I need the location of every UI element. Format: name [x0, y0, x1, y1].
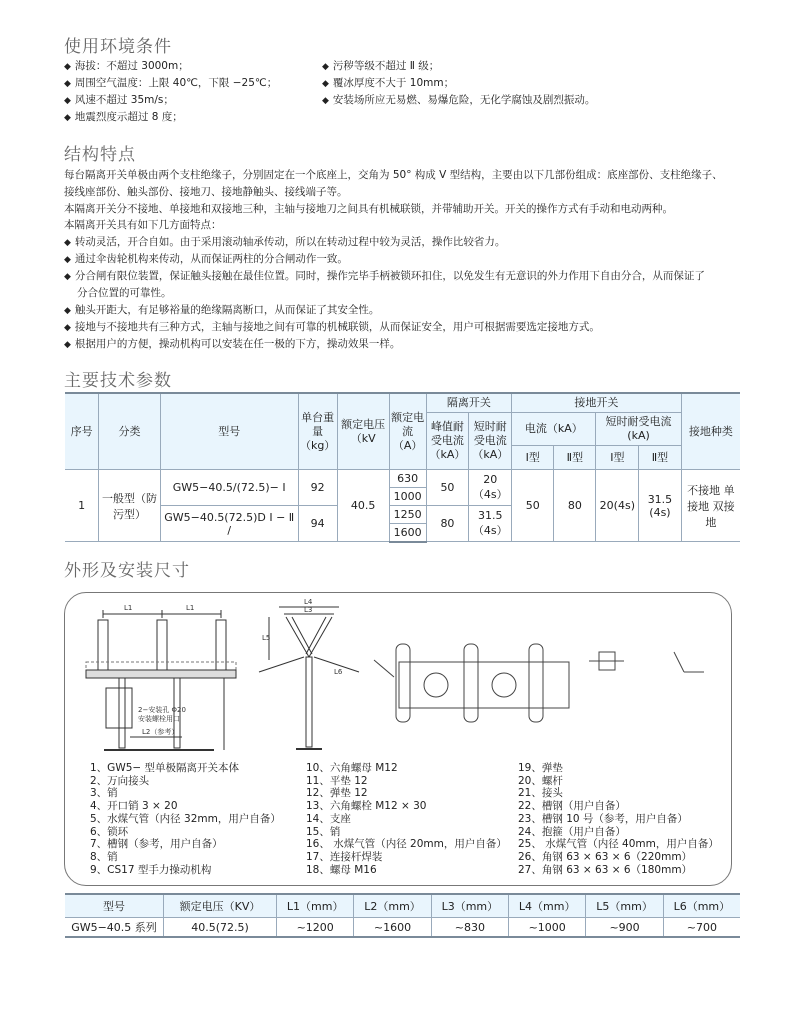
dim-cell: ~1200 [277, 918, 354, 938]
part-item: 9、CS17 型手力操动机构 [90, 863, 212, 876]
dim-th: L6（mm） [663, 894, 740, 918]
part-item: 18、螺母 M16 [306, 863, 377, 876]
th-type1: Ⅰ型 [512, 446, 554, 470]
cell-model1: GW5−40.5/(72.5)− Ⅰ [160, 470, 298, 506]
th-current: 额定电流（A） [389, 393, 426, 470]
th-earth: 接地开关 [512, 393, 681, 413]
part-item: 25、 水煤气管（内径 40mm，用户自备） [518, 838, 719, 851]
cell-peak2: 80 [426, 506, 469, 542]
th-type2b: Ⅱ型 [639, 446, 681, 470]
cell-weight1: 92 [298, 470, 337, 506]
th-weight: 单台重量（kg） [298, 393, 337, 470]
th-model: 型号 [160, 393, 298, 470]
cell-es2: 31.5 (4s) [639, 470, 681, 542]
dim-cell: ~900 [586, 918, 663, 938]
spec-title: 主要技术参数 [64, 371, 172, 391]
th-isolator: 隔离开关 [426, 393, 512, 413]
part-item: 21、接头 [518, 787, 563, 800]
th-earth-short: 短时耐受电流 (kA) [596, 413, 681, 446]
label-l3: L3 [304, 606, 313, 614]
part-item: 11、平垫 12 [306, 774, 368, 787]
env-item: ◆ 海拔：不超过 3000m； [64, 58, 189, 76]
label-l1b: L1 [186, 604, 195, 612]
th-type2: Ⅱ型 [554, 446, 596, 470]
th-type1b: Ⅰ型 [596, 446, 639, 470]
spec-table [65, 392, 740, 543]
part-item: 20、螺杆 [518, 774, 563, 787]
structure-title: 结构特点 [64, 145, 136, 165]
cell-model2: GW5−40.5(72.5)D Ⅰ − Ⅱ / [160, 506, 298, 542]
cell-category: 一般型（防污型） [99, 470, 161, 542]
cell-current: 630 [389, 470, 426, 488]
cell-earth-kind: 不接地 单接地 双接地 [681, 470, 740, 542]
dims-title: 外形及安装尺寸 [64, 561, 190, 581]
cell-peak1: 50 [426, 470, 469, 506]
cell-short2: 31.5（4s） [469, 506, 512, 542]
dim-cell: GW5−40.5 系列 [65, 918, 164, 938]
label-bolt: 安装螺栓用口 [138, 715, 180, 723]
dim-th: L5（mm） [586, 894, 663, 918]
feature-item: ◆ 通过伞齿轮机构来传动，从而保证两柱的分合闸动作一致。 [64, 251, 348, 269]
dim-cell: ~1600 [354, 918, 431, 938]
parts-list-col1 [90, 762, 281, 876]
parts-list-col3 [518, 762, 719, 876]
dim-cell: ~700 [663, 918, 740, 938]
structure-para: 本隔离开关具有如下几方面特点： [64, 219, 222, 231]
cell-short1: 20（4s） [469, 470, 512, 506]
parts-list-col2 [306, 762, 507, 876]
dim-th: L2（mm） [354, 894, 431, 918]
part-item: 17、连接杆焊装 [306, 850, 383, 863]
part-item: 2、万向接头 [90, 774, 150, 787]
env-item: ◆ 安装场所应无易燃、易爆危险，无化学腐蚀及剧烈振动。 [322, 92, 595, 110]
cell-ec2: 80 [554, 470, 596, 542]
part-item: 24、抱箍（用户自备） [518, 825, 626, 838]
label-l5: L5 [262, 634, 271, 642]
part-item: 3、销 [90, 787, 118, 800]
label-l2: L2（参考） [142, 728, 179, 736]
cell-ec1: 50 [512, 470, 554, 542]
th-category: 分类 [99, 393, 161, 470]
part-item: 22、槽钢（用户自备） [518, 800, 626, 813]
part-item: 10、六角螺母 M12 [306, 762, 398, 774]
dim-cell: ~830 [431, 918, 508, 938]
part-item: 6、锁环 [90, 825, 129, 838]
feature-item: ◆ 根据用户的方便，操动机构可以安装在任一极的下方，操动效果一样。 [64, 336, 400, 354]
feature-item: ◆ 转动灵活，开合自如。由于采用滚动轴承传动，所以在转动过程中较为灵活，操作比较省力。 [64, 234, 505, 252]
cell-current: 1250 [389, 506, 426, 524]
structure-para: 本隔离开关分不接地、单接地和双接地三种，主轴与接地刀之间具有机械联锁，并带辅助开关。开关的操作方式有手动和电动两种。 [64, 203, 673, 215]
part-item: 13、六角螺栓 M12 × 30 [306, 800, 427, 813]
th-earth-kind: 接地种类 [681, 393, 740, 470]
cell-current: 1000 [389, 488, 426, 506]
part-item: 1、GW5− 型单极隔离开关本体 [90, 762, 240, 774]
cell-seq: 1 [65, 470, 99, 542]
feature-item-cont: 分合位置的可靠性。 [77, 287, 172, 299]
part-item: 8、销 [90, 850, 118, 863]
part-item: 27、角钢 63 × 63 × 6（180mm） [518, 863, 693, 876]
technical-drawing [64, 592, 730, 762]
cell-voltage: 40.5 [337, 470, 389, 542]
part-item: 12、弹垫 12 [306, 787, 368, 800]
dim-th: L1（mm） [277, 894, 354, 918]
th-earth-current: 电流（kA） [512, 413, 596, 446]
dim-th: 型号 [65, 894, 164, 918]
env-item: ◆ 地震烈度示超过 8 度； [64, 109, 183, 127]
label-l6: L6 [334, 668, 343, 676]
side-view [259, 607, 359, 749]
structure-para: 接线座部份、触头部份、接地刀、接地静触头、接线端子等。 [64, 186, 348, 198]
label-l4: L4 [304, 598, 313, 606]
part-item: 15、销 [306, 825, 341, 838]
structure-para: 每台隔离开关单极由两个支柱绝缘子，分别固定在一个底座上，交角为 50° 构成 V 型结构，主要由以下几部份组成：底座部份、支柱绝缘子、 [64, 169, 723, 181]
part-item: 19、弹垫 [518, 762, 563, 774]
top-view [374, 644, 569, 722]
part-item: 26、角钢 63 × 63 × 6（220mm） [518, 850, 693, 863]
part-item: 7、槽钢（参考，用户自备） [90, 838, 223, 851]
env-item: ◆ 覆冰厚度不大于 10mm； [322, 75, 454, 93]
dim-th: 额定电压（KV） [164, 894, 277, 918]
part-item: 5、水煤气管（内径 32mm，用户自备） [90, 812, 281, 825]
feature-item: ◆ 触头开距大，有足够裕量的绝缘隔离断口，从而保证了其安全性。 [64, 302, 379, 320]
env-title: 使用环境条件 [64, 37, 172, 57]
cell-weight2: 94 [298, 506, 337, 542]
part-item: 14、支座 [306, 812, 351, 825]
th-short: 短时耐受电流（kA） [469, 413, 512, 470]
th-voltage: 额定电压（kV [337, 393, 389, 470]
part-item: 4、开口销 3 × 20 [90, 800, 178, 813]
label-hole: 2−安装孔 Φ20 [138, 706, 186, 714]
cell-es1: 20(4s) [596, 470, 639, 542]
dim-cell: ~1000 [509, 918, 586, 938]
dim-th: L3（mm） [431, 894, 508, 918]
part-item: 23、槽钢 10 号（参考，用户自备） [518, 812, 688, 825]
env-item: ◆ 周围空气温度：上限 40℃，下限 −25℃； [64, 75, 277, 93]
th-peak: 峰值耐受电流（kA） [426, 413, 469, 470]
dim-th: L4（mm） [509, 894, 586, 918]
env-item: ◆ 污秽等级不超过 Ⅱ 级； [322, 58, 439, 76]
th-seq: 序号 [65, 393, 99, 470]
feature-item: ◆ 分合闸有限位装置，保证触头接触在最佳位置。同时，操作完毕手柄被锁环扣住，以免发生有无意识的外力作用下自由分合，从而保证了 [64, 268, 705, 286]
feature-item: ◆ 接地与不接地共有三种方式，主轴与接地之间有可靠的机械联锁，从而保证安全，用户可根据需要选定接地方式。 [64, 319, 600, 337]
dimensions-table [65, 893, 740, 938]
part-item: 16、 水煤气管（内径 20mm，用户自备） [306, 838, 507, 851]
label-l1: L1 [124, 604, 133, 612]
detail-views [589, 652, 704, 672]
env-item: ◆ 风速不超过 35m/s； [64, 92, 174, 110]
dim-cell: 40.5(72.5) [164, 918, 277, 938]
cell-current: 1600 [389, 524, 426, 542]
